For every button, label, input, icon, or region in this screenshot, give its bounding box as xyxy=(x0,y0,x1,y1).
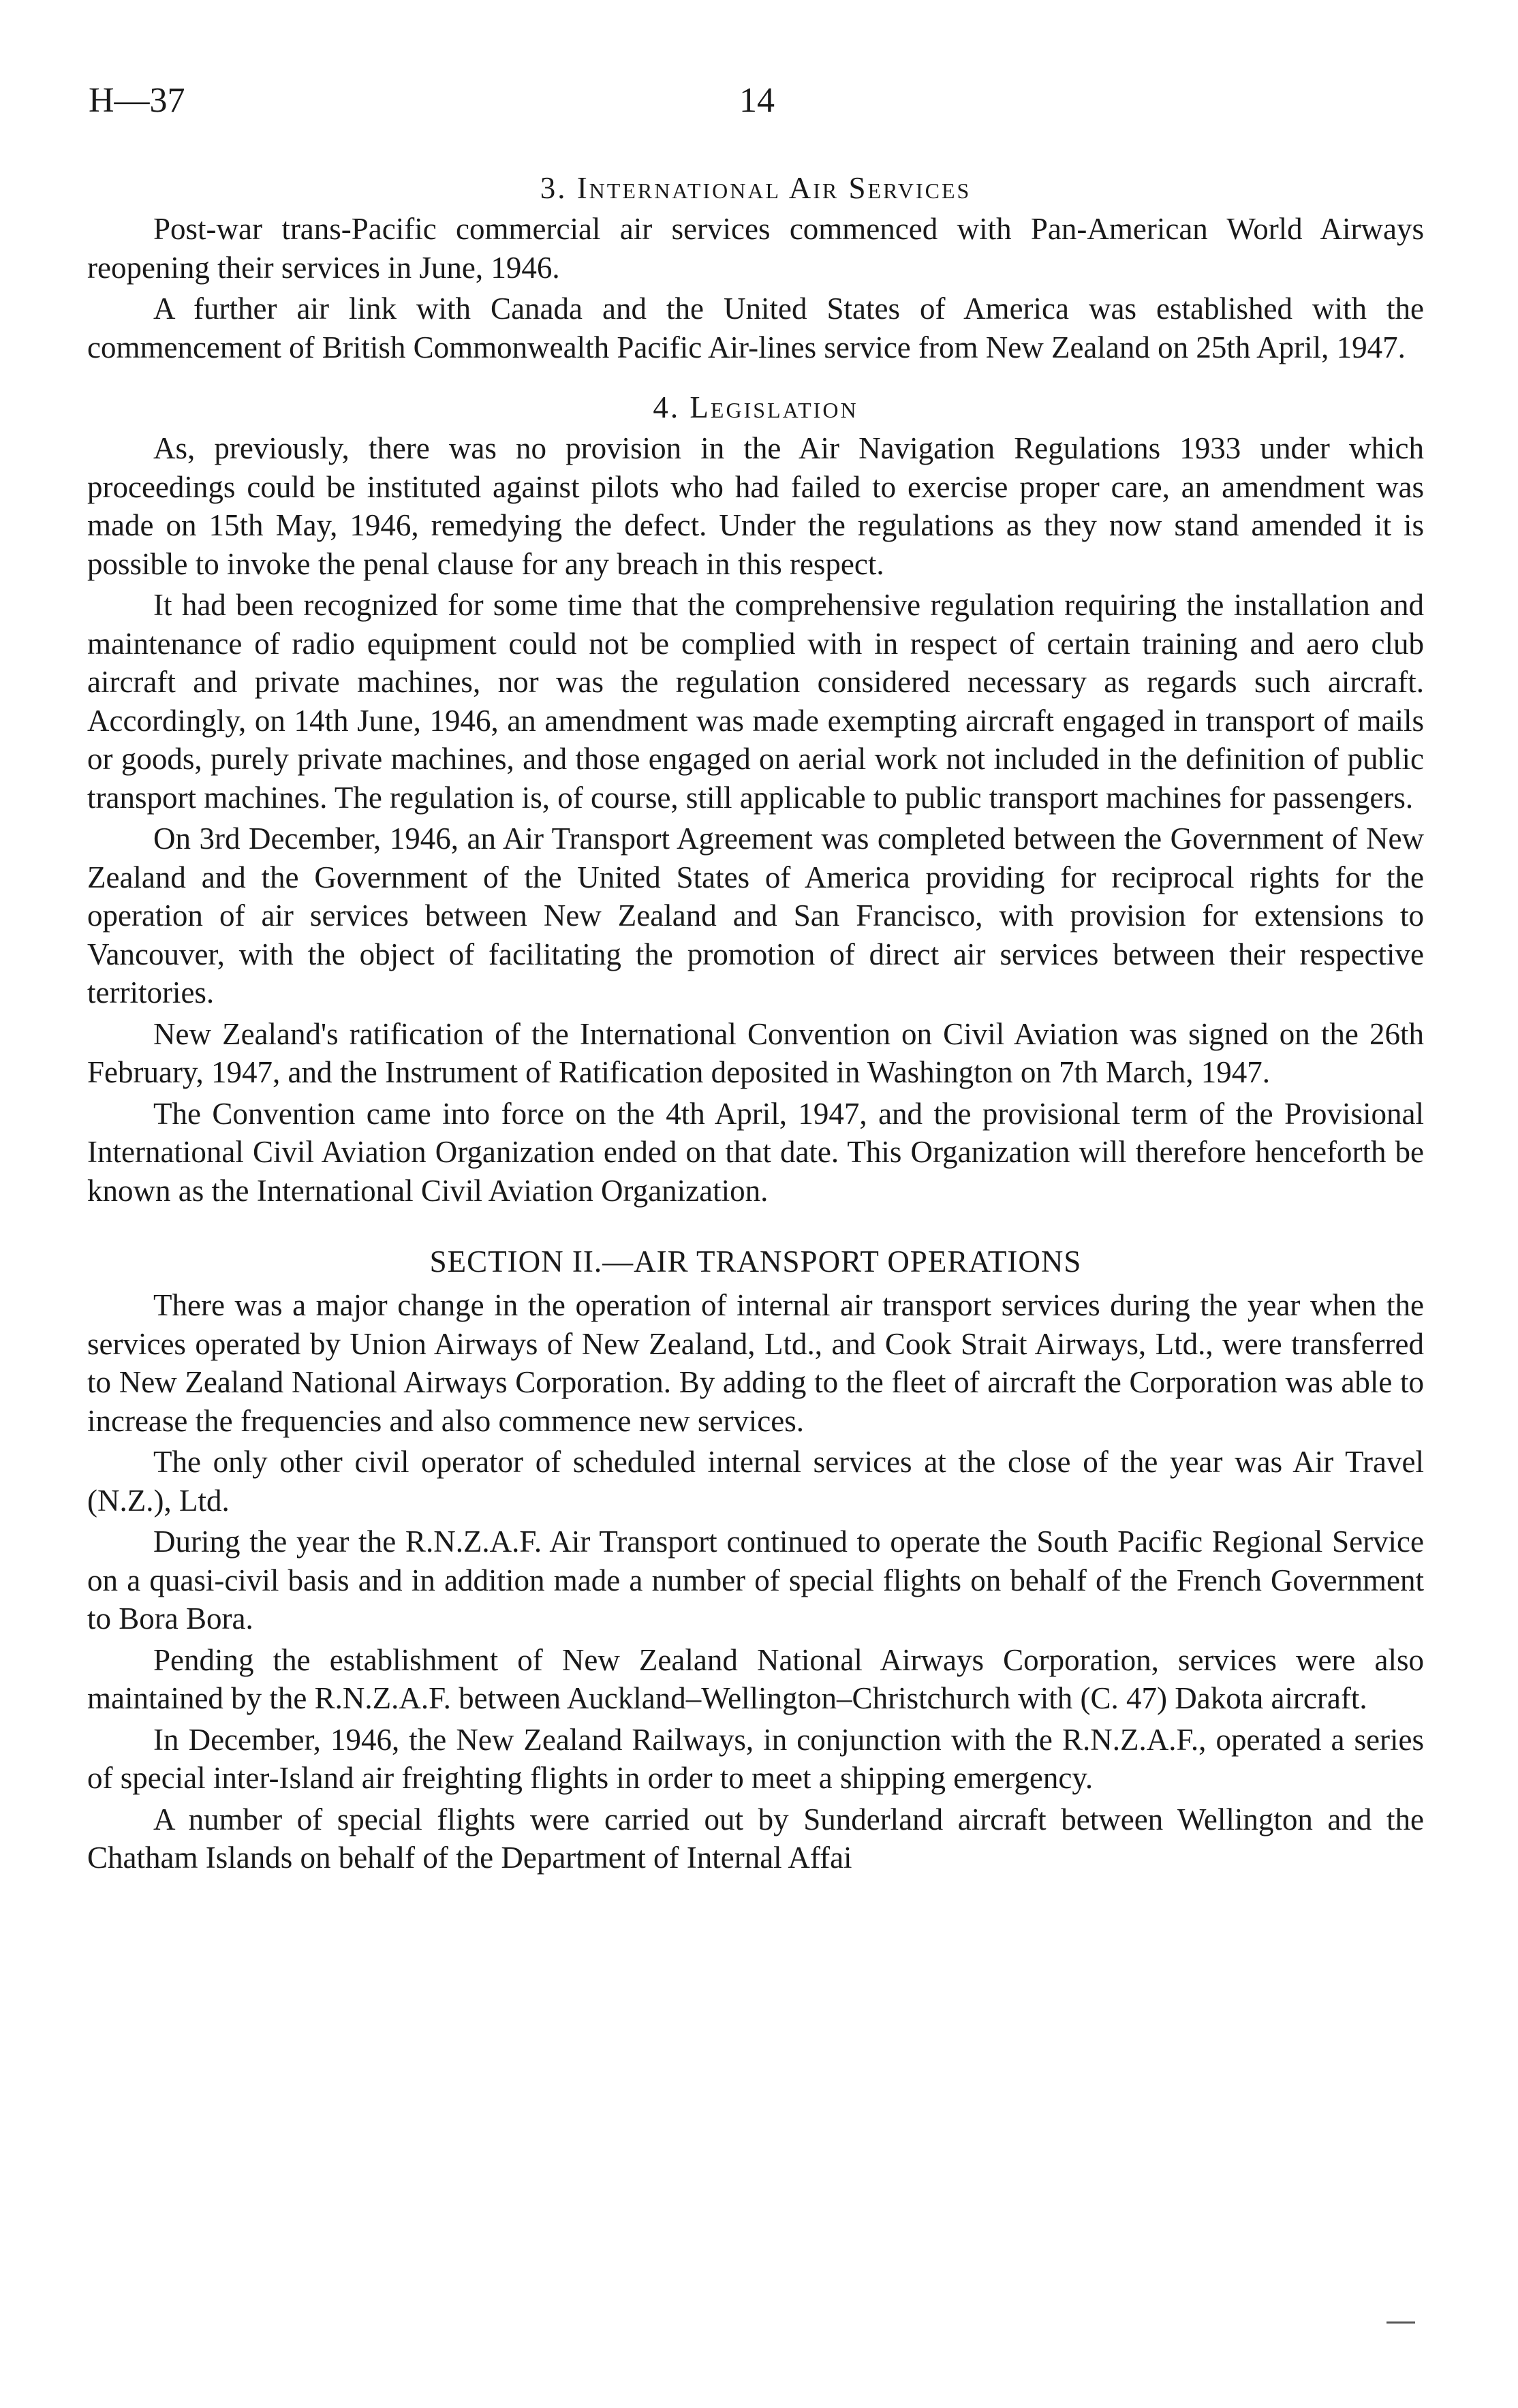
paragraph: On 3rd December, 1946, an Air Transport Agreement was completed between the Government of New Zealand and the Government of the United States of America providing for reciprocal rights for the operation of air services between New Zealand and San Francisco, with provision for extensions to Vancouver, with the object of facilitating the promotion of direct air services between their respective territories. xyxy=(87,822,1424,1010)
page-number: 14 xyxy=(739,81,775,120)
paragraph: The only other civil operator of scheduled internal services at the close of the year was Air Travel (N.Z.), Ltd. xyxy=(87,1445,1424,1518)
paragraph: Post-war trans-Pacific commercial air services commenced with Pan-American World Airways reopening their services in June, 1946. xyxy=(87,212,1424,285)
report-code: H—37 xyxy=(89,81,185,120)
paragraph: A further air link with Canada and the United States of America was established with the commencement of British Commonwealth Pacific Air-lines service from New Zealand on 25th April, 1947. xyxy=(87,292,1424,364)
paragraph: The Convention came into force on the 4th April, 1947, and the provisional term of the Provisional International Civil Aviation Organization ended on that date. This Organization will therefore henceforth be known as the International Civil Aviation Organization. xyxy=(87,1096,1424,1208)
section-heading-air-transport-operations: SECTION II.—AIR TRANSPORT OPERATIONS xyxy=(429,1245,1082,1279)
section-heading-international-air-services: 3. International Air Services xyxy=(540,171,972,205)
paragraph: It had been recognized for some time that the comprehensive regulation requiring the installation and maintenance of radio equipment could not be complied with in respect of certain training and aero club aircraft and private machines, nor was the regulation considered necessary as regards such aircraft. Accordingly, on 14th June, 1946, an amendment was made exempting aircraft engaged in transport of mails or goods, purely private machines, and those engaged on aerial work not included in the definition of public transport machines. The regulation is, of course, still applicable to public transport machines for passengers. xyxy=(87,588,1424,815)
paragraph: During the year the R.N.Z.A.F. Air Transport continued to operate the South Pacific Regional Service on a quasi-civil basis and in addition made a number of special flights on behalf of the French Government to Bora Bora. xyxy=(87,1524,1424,1636)
section-heading-legislation: 4. Legislation xyxy=(653,390,858,424)
paragraph: As, previously, there was no provision in the Air Navigation Regulations 1933 under which proceedings could be instituted against pilots who had failed to exercise proper care, an amendment was made on 15th May, 1946, remedying the defect. Under the regulations as they now stand amended it is possible to invoke the penal clause for any breach in this respect. xyxy=(87,431,1424,581)
paragraph: Pending the establishment of New Zealand National Airways Corporation, services were also maintained by the R.N.Z.A.F. between Auckland–Wellington–Christchurch with (C. 47) Dakota aircraft. xyxy=(87,1642,1424,1715)
paragraph: A number of special flights were carried out by Sunderland aircraft between Wellington and the Chatham Islands on behalf of the Department of Internal Affai xyxy=(87,1802,1424,1875)
page-body xyxy=(87,168,1424,1880)
scan-mark xyxy=(1387,2321,1415,2324)
paragraph: New Zealand's ratification of the International Convention on Civil Aviation was signed on the 26th February, 1947, and the Instrument of Ratification deposited in Washington on 7th March, 1947. xyxy=(87,1016,1424,1089)
paragraph: There was a major change in the operation of internal air transport services during the year when the services operated by Union Airways of New Zealand, Ltd., and Cook Strait Airways, Ltd., were transferred to New Zealand National Airways Corporation. By adding to the fleet of aircraft the Corporation was able to increase the frequencies and also commence new services. xyxy=(87,1288,1424,1438)
paragraph: In December, 1946, the New Zealand Railways, in conjunction with the R.N.Z.A.F., operated a series of special inter-Island air freighting flights in order to meet a shipping emergency. xyxy=(87,1722,1424,1795)
